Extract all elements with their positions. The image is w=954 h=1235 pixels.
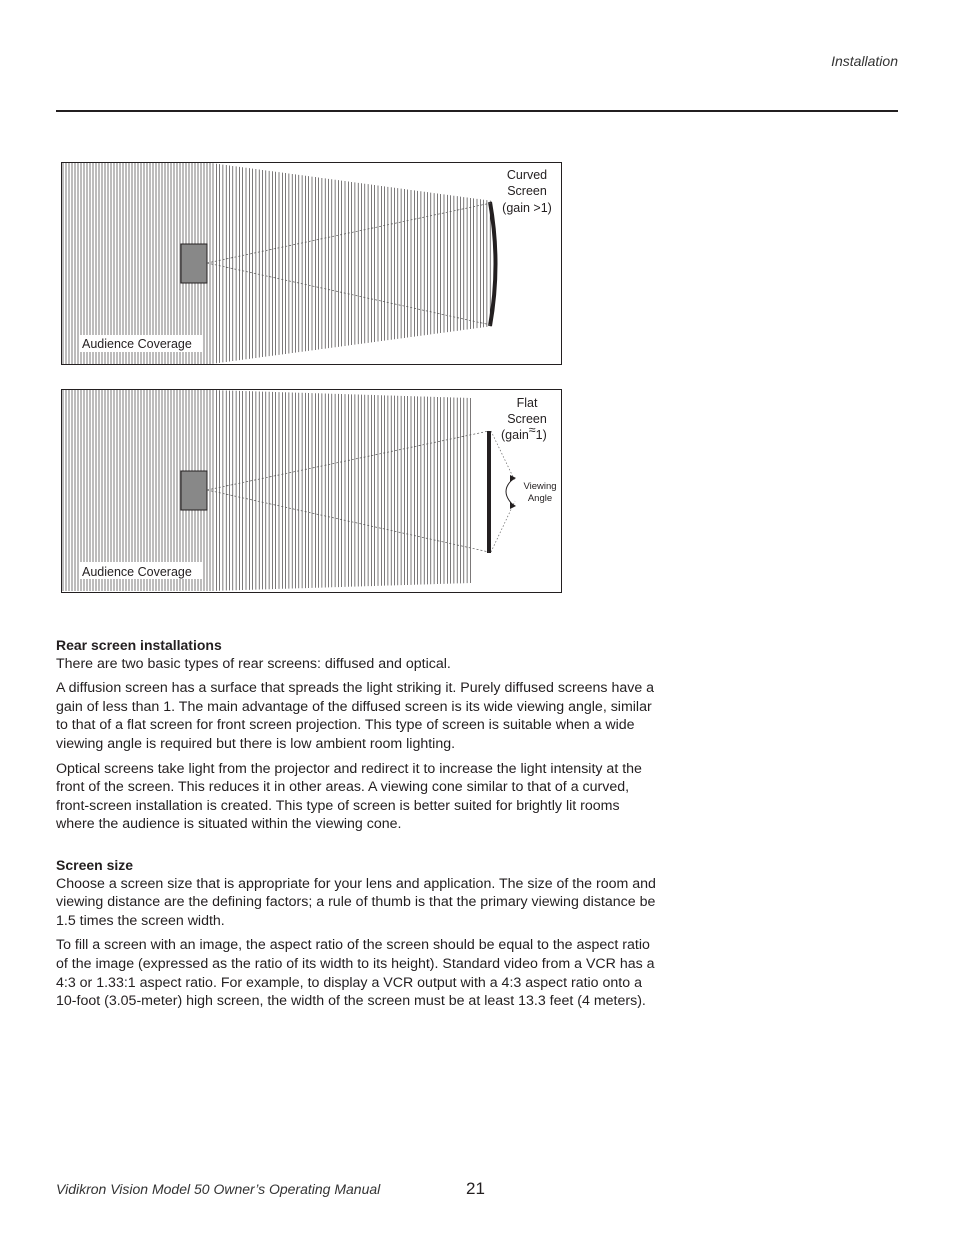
flat-screen-label-line2: Screen [507,412,547,426]
viewing-angle-label-line2: Angle [527,493,553,504]
curved-coverage-label: Audience Coverage [82,337,192,351]
rear-screen-paragraph-1: There are two basic types of rear screens: diffused and optical. [56,655,451,672]
rear-screen-heading: Rear screen installations [56,637,222,653]
screen-size-heading: Screen size [56,857,134,873]
flat-gain-approx-symbol: ≈ [528,423,536,437]
rear-screen-paragraph-3: Optical screens take light from the projector and redirect it to increase the light intensity at the front of the screen. This reduces it in other areas. A viewing cone similar to that of a curved, front-screen installation is created. This type of screen is better suited for brightly lit rooms where the audience is situated within the viewing cone. [56,760,642,833]
flat-screen-surface [487,431,491,553]
curved-screen-label-line1: Curved [506,168,548,182]
curved-screen-label-line2: Screen [507,184,547,198]
curved-screen-diagram [61,162,564,367]
curved-screen-label-line3: (gain >1) [502,201,552,215]
viewing-angle-label-line1: Viewing [523,481,557,492]
flat-coverage-label: Audience Coverage [82,565,192,579]
header-rule [56,110,898,112]
screen-size-paragraph-2: To fill a screen with an image, the aspect ratio of the screen should be equal to the aspect ratio of the image (expressed as the ratio of its width to its height). Standard video from a VCR has a 4:3 or 1.33:1 aspect ratio. For example, to display a VCR output with a 4:3 aspect ratio onto a 10-foot (3.05-meter) high screen, the width of the screen must be at least 13.3 feet (4 meters). [56,937,655,1010]
flat-projector-box [181,471,207,510]
footer-manual-title: Vidikron Vision Model 50 Owner’s Operating Manual [56,1181,381,1197]
flat-screen-diagram [61,389,564,595]
page-number: 21 [466,1179,485,1198]
screen-size-paragraph-1: Choose a screen size that is appropriate for your lens and application. The size of the room and viewing distance are the defining factors; a rule of thumb is that the primary viewing distance be 1.5 times the screen width. [56,875,656,929]
rear-screen-section [56,636,656,840]
rear-screen-paragraph-2: A diffusion screen has a surface that spreads the light striking it. Purely diffused screens have a gain of less than 1. The main advantage of the diffused screen is its wide viewing angle, similar to that of a flat screen for front screen projection. This type of screen is suitable when a wide viewing angle is required but there is low ambient room lighting. [56,680,655,752]
screen-size-section [56,856,656,1017]
flat-screen-label-line1: Flat [516,396,538,410]
flat-gain-value: 1) [535,428,547,442]
curved-diagram-frame [62,163,562,365]
flat-gain-prefix: (gain [501,428,529,442]
curved-projector-box [181,244,207,283]
header-section-title: Installation [831,53,898,69]
